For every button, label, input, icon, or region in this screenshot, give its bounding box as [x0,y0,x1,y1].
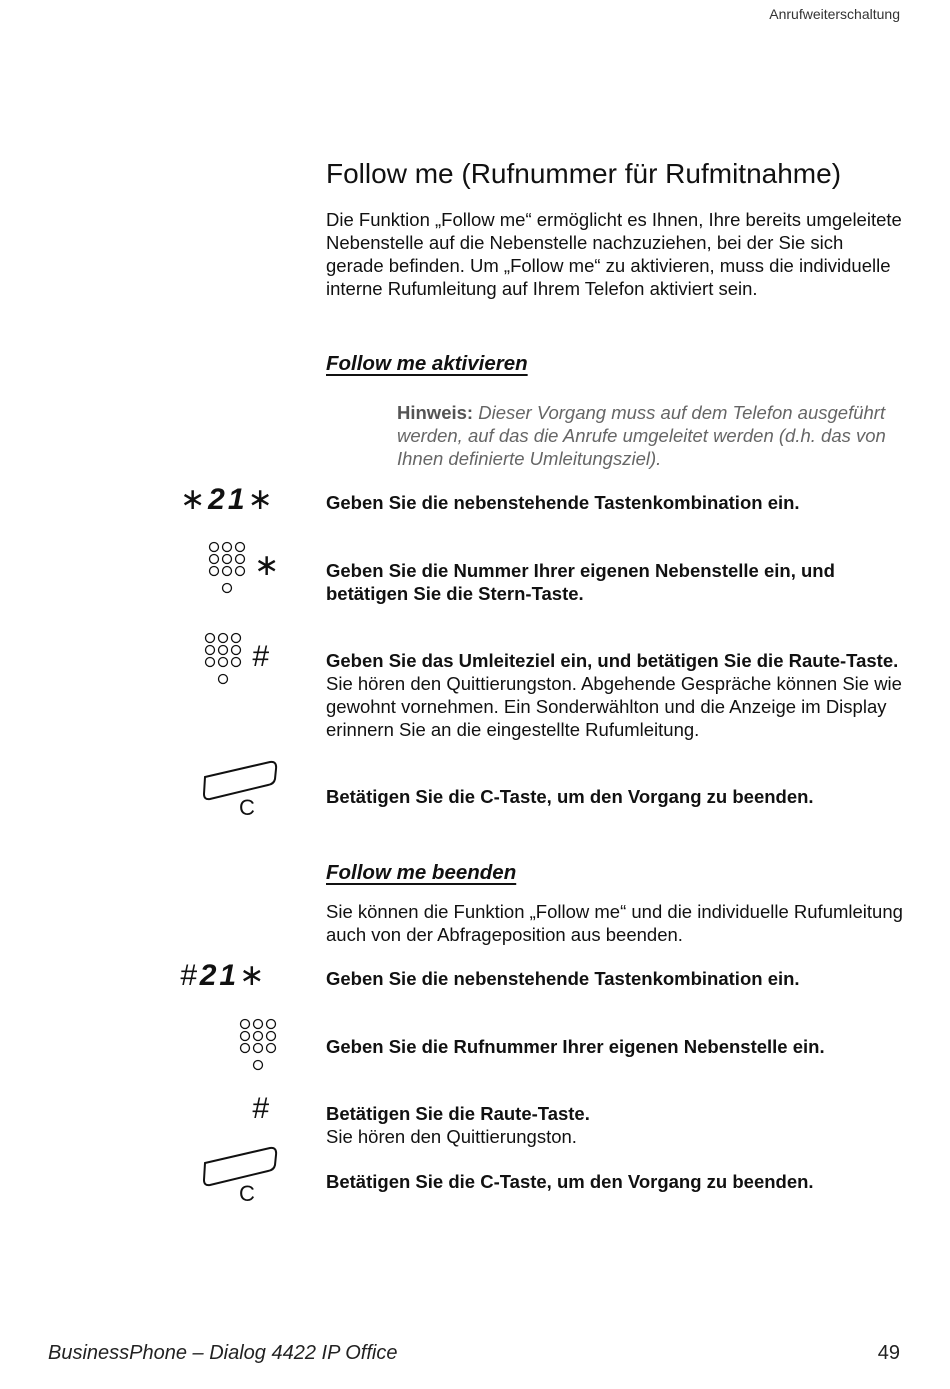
step-instruction: Betätigen Sie die C-Taste, um den Vorgang zu beenden. [326,1171,814,1192]
footer-product: BusinessPhone – Dialog 4422 IP Office [48,1342,398,1364]
hint-label: Hinweis: [397,402,474,423]
keypad-icon [208,541,250,597]
step-instruction: Betätigen Sie die Raute-Taste. [326,1103,590,1124]
star-key-icon: ∗ [180,483,209,516]
step-instruction: Geben Sie die Nummer Ihrer eigenen Nebenstelle ein, und betätigen Sie die Stern-Taste. [326,560,835,604]
step-description: Sie hören den Quittierungston. [326,1126,577,1147]
activate-step-4 [326,785,906,808]
activate-heading: Follow me aktivieren [326,352,528,375]
deactivate-code [180,958,267,993]
page-title: Follow me (Rufnummer für Rufmitnahme) [326,158,842,189]
page-number: 49 [877,1342,900,1364]
deactivate-intro: Sie können die Funktion „Follow me“ und die individuelle Rufumleitung auch von der Abfrageposition aus beenden. [326,901,903,945]
star-key-icon: ∗ [254,549,280,582]
hash-key-icon: # [252,640,269,673]
step-instruction: Geben Sie die Rufnummer Ihrer eigenen Nebenstelle ein. [326,1036,825,1057]
activate-step-2 [326,559,906,605]
deactivate-step-1 [326,967,906,990]
activate-code [180,482,276,517]
deactivate-step-3 [326,1102,906,1148]
activate-step-3 [326,649,906,741]
step-instruction: Geben Sie die nebenstehende Tastenkombination ein. [326,968,800,989]
hint-box [397,401,907,470]
code-digits: 21 [208,483,248,516]
step-instruction: Geben Sie das Umleiteziel ein, und betätigen Sie die Raute-Taste. [326,650,899,671]
deactivate-heading: Follow me beenden [326,861,517,884]
c-key-label: C [239,795,255,820]
keypad-icon [239,1018,281,1074]
keypad-icon [204,632,246,688]
deactivate-step-4 [326,1170,906,1193]
intro-paragraph: Die Funktion „Follow me“ ermöglicht es Ihnen, Ihre bereits umgeleitete Nebenstelle auf die Nebenstelle nachzuziehen, bei der Sie sich gerade befinden. Um „Follow me“ zu aktivieren, muss die individuelle interne Rufumleitung auf Ihrem Telefon aktiviert sein. [326,209,902,299]
step-instruction: Betätigen Sie die C-Taste, um den Vorgang zu beenden. [326,786,814,807]
step-description: Sie hören den Quittierungston. Abgehende Gespräche können Sie wie gewohnt vornehmen. Ein Sonderwählton und die Anzeige im Display erinnern Sie an die eingestellte Rufumleitung. [326,673,902,740]
code-digits: 21 [199,959,240,992]
star-key-icon: ∗ [247,483,276,516]
activate-step-1 [326,491,906,514]
hash-key-icon: # [180,959,200,992]
c-key-label: C [239,1181,255,1206]
running-header: Anrufweiterschaltung [769,6,900,22]
star-key-icon: ∗ [239,959,268,992]
hint-text: Dieser Vorgang muss auf dem Telefon ausgeführt werden, auf das die Anrufe umgeleitet werden (d.h. das von Ihnen definierte Umleitungsziel). [397,402,886,469]
hash-key-icon: # [252,1092,269,1125]
step-instruction: Geben Sie die nebenstehende Tastenkombination ein. [326,492,800,513]
deactivate-step-2 [326,1035,906,1058]
